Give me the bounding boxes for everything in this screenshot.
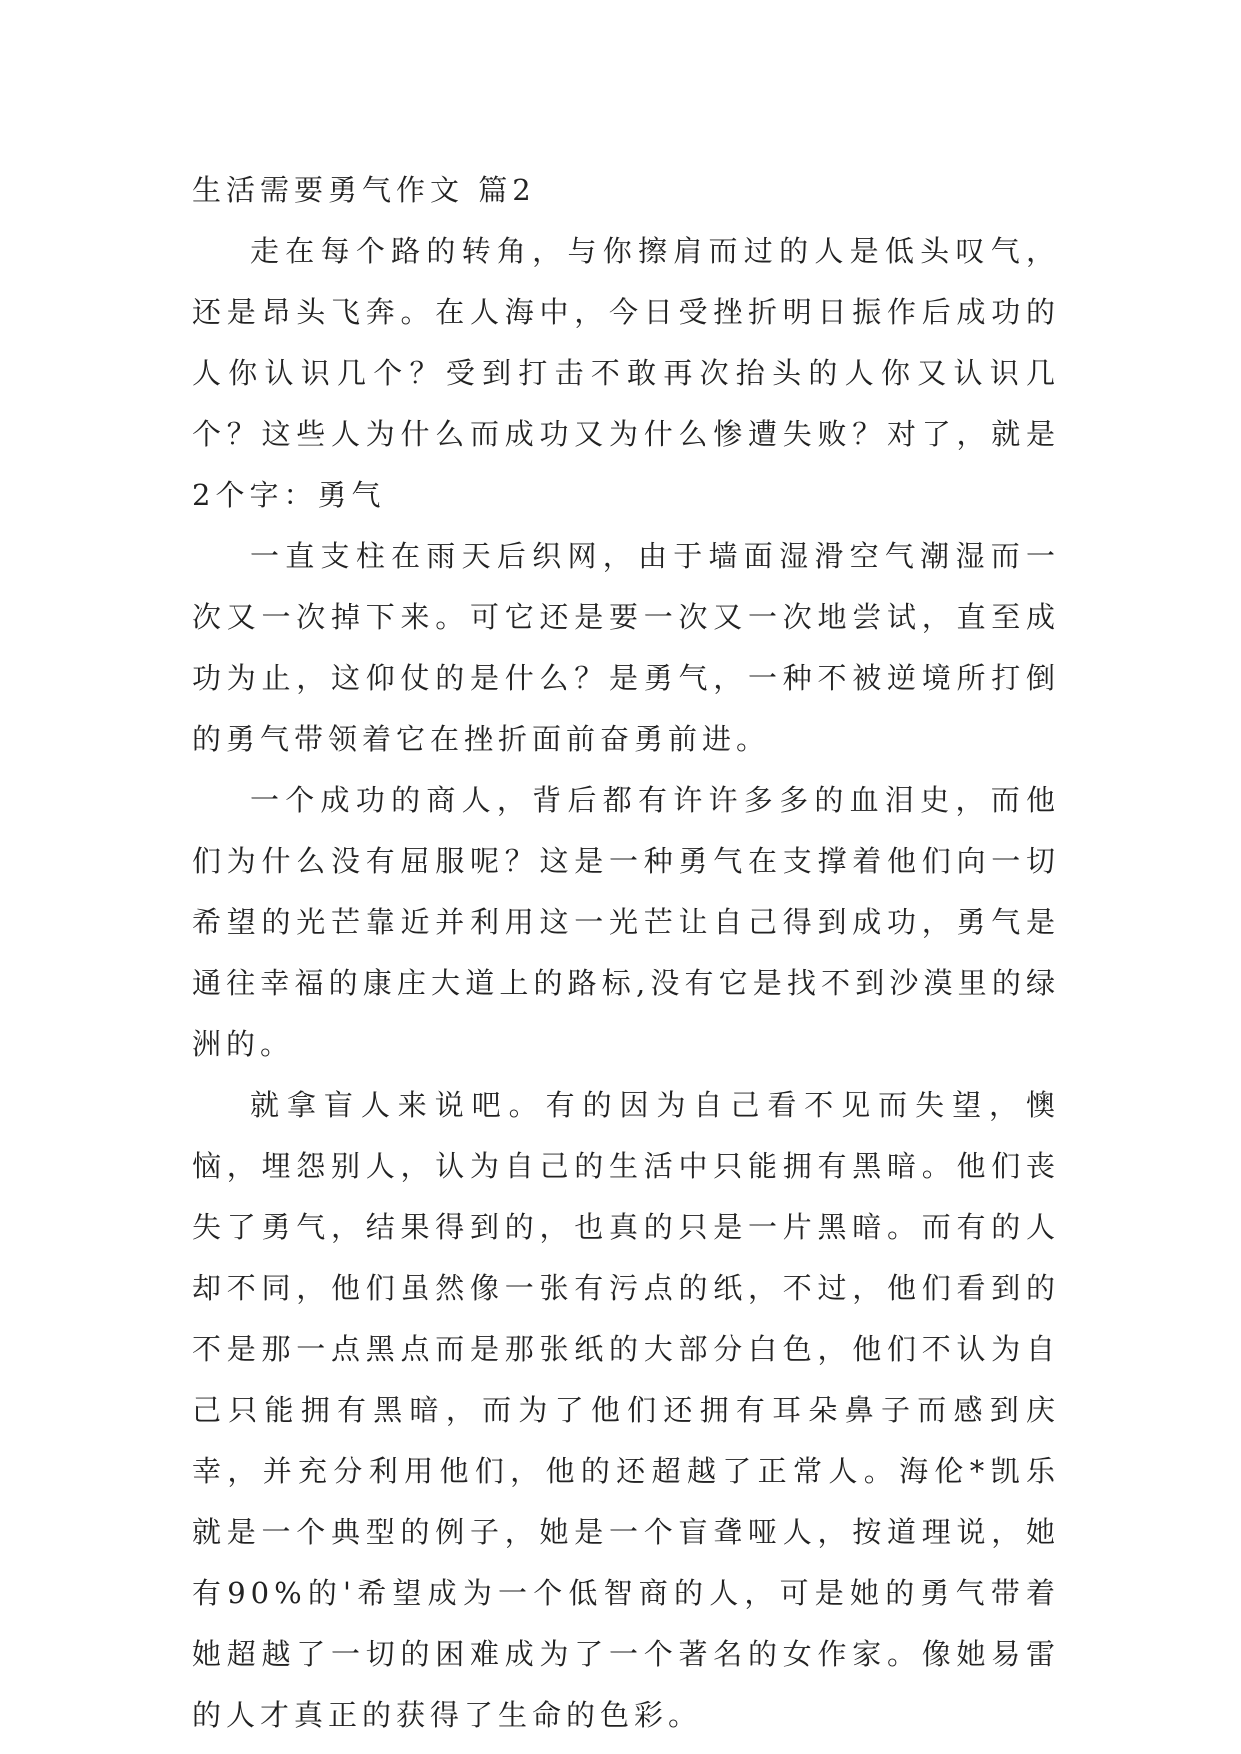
document-body	[192, 160, 1060, 1746]
document-title: 生活需要勇气作文 篇2	[192, 173, 536, 207]
paragraph-4: 就拿盲人来说吧。有的因为自己看不见而失望，懊恼，埋怨别人，认为自己的生活中只能拥有黑暗。他们丧失了勇气，结果得到的，也真的只是一片黑暗。而有的人却不同，他们虽然像一张有污点的纸，不过，他们看到的不是那一点黑点而是那张纸的大部分白色，他们不认为自己只能拥有黑暗，而为了他们还拥有耳朵鼻子而感到庆幸，并充分利用他们，他的还超越了正常人。海伦*凯乐就是一个典型的例子，她是一个盲聋哑人，按道理说，她有90%的'希望成为一个低智商的人，可是她的勇气带着她超越了一切的困难成为了一个著名的女作家。像她易雷的人才真正的获得了生命的色彩。	[192, 1088, 1060, 1732]
paragraph-3: 一个成功的商人，背后都有许许多多的血泪史，而他们为什么没有屈服呢？这是一种勇气在支撑着他们向一切希望的光芒靠近并利用这一光芒让自己得到成功，勇气是通往幸福的康庄大道上的路标,没有它是找不到沙漠里的绿洲的。	[192, 783, 1060, 1061]
paragraph-1: 走在每个路的转角，与你擦肩而过的人是低头叹气，还是昂头飞奔。在人海中，今日受挫折明日振作后成功的人你认识几个？受到打击不敢再次抬头的人你又认识几个？这些人为什么而成功又为什么惨遭失败？对了，就是2个字：勇气	[192, 234, 1060, 512]
paragraph-2: 一直支柱在雨天后织网，由于墙面湿滑空气潮湿而一次又一次掉下来。可它还是要一次又一次地尝试，直至成功为止，这仰仗的是什么？是勇气，一种不被逆境所打倒的勇气带领着它在挫折面前奋勇前进。	[192, 539, 1060, 756]
